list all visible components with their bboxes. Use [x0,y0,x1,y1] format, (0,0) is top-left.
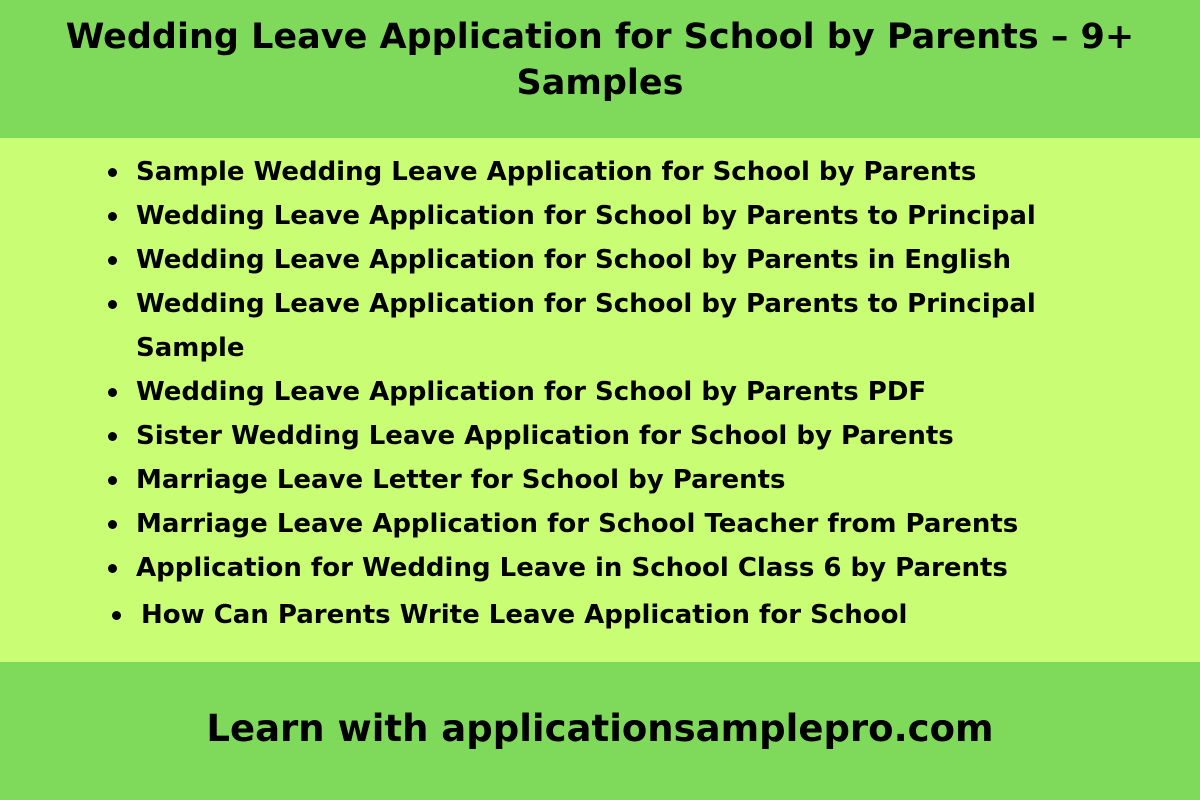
bullet-icon [108,256,117,265]
list-item-text: Marriage Leave Application for School Teacher from Parents [136,509,1019,539]
list-item [105,502,1135,546]
footer-band [0,662,1200,800]
list-item-text: Sample Wedding Leave Application for School by Parents [136,157,977,187]
list-item [105,150,1135,194]
list-item-text: Wedding Leave Application for School by Parents in English [136,245,1011,275]
list-item-text: Wedding Leave Application for School by Parents to Principal Sample [136,289,1036,363]
list-item-text: Wedding Leave Application for School by Parents to Principal [136,201,1036,231]
bullet-icon [108,564,117,573]
list-item-text: Application for Wedding Leave in School Class 6 by Parents [136,553,1008,583]
bullet-icon [108,520,117,529]
list-item [105,593,1135,637]
bullet-icon [108,300,117,309]
header-band [0,0,1200,138]
list-item [105,370,1135,414]
list-item [105,238,1135,282]
list-item-text: Wedding Leave Application for School by Parents PDF [136,377,927,407]
list-item [105,414,1135,458]
bullet-icon [108,476,117,485]
list-item [105,546,1135,590]
list-item [105,194,1135,238]
footer-text: Learn with applicationsamplepro.com [206,707,994,750]
list-item-text: Sister Wedding Leave Application for School by Parents [136,421,954,451]
topic-list [105,150,1135,637]
bullet-icon [108,168,117,177]
bullet-icon [108,388,117,397]
bullet-icon [112,611,121,620]
list-item [105,282,1135,370]
list-item-text: Marriage Leave Letter for School by Parents [136,465,786,495]
topic-list-panel [0,138,1200,662]
page-title: Wedding Leave Application for School by Parents – 9+ Samples [65,17,1135,103]
bullet-icon [108,212,117,221]
list-item [105,458,1135,502]
list-item-text: How Can Parents Write Leave Application for School [141,600,908,630]
bullet-icon [108,432,117,441]
